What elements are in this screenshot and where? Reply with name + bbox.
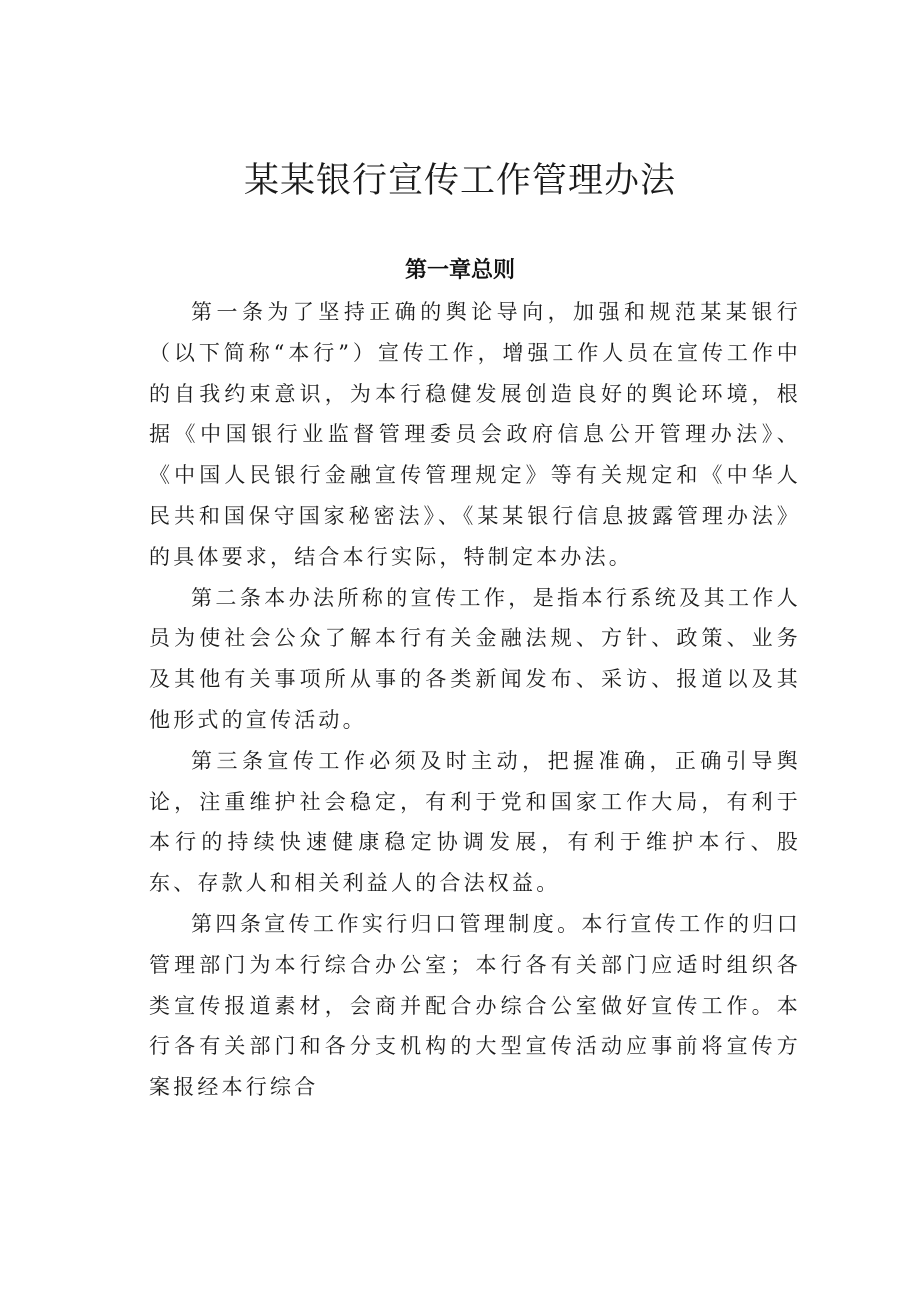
article-4-paragraph: 第四条宣传工作实行归口管理制度。本行宣传工作的归口管理部门为本行综合办公室；本行各有关部门应适时组织各类宣传报道素材，会商并配合办综合公室做好宣传工作。本行各有关部门和各分支机构的大型宣传活动应事前将宣传方案报经本行综合 [149, 911, 801, 1100]
chapter-heading: 第一章总则 [404, 258, 515, 283]
document-title: 某某银行宣传工作管理办法 [243, 161, 676, 201]
article-3-paragraph: 第三条宣传工作必须及时主动，把握准确，正确引导舆论，注重维护社会稳定，有利于党和国家工作大局，有利于本行的持续快速健康稳定协调发展，有利于维护本行、股东、存款人和相关利益人的合法权益。 [149, 748, 801, 896]
article-2-paragraph: 第二条本办法所称的宣传工作，是指本行系统及其工作人员为使社会公众了解本行有关金融法规、方针、政策、业务及其他有关事项所从事的各类新闻发布、采访、报道以及其他形式的宣传活动。 [149, 585, 801, 732]
document-body [149, 292, 801, 1108]
article-1-paragraph: 第一条为了坚持正确的舆论导向，加强和规范某某银行（以下简称“本行”）宣传工作，增强工作人员在宣传工作中的自我约束意识，为本行稳健发展创造良好的舆论环境，根据《中国银行业监督管理委员会政府信息公开管理办法》、《中国人民银行金融宣传管理规定》等有关规定和《中华人民共和国保守国家秘密法》、《某某银行信息披露管理办法》的具体要求，结合本行实际，特制定本办法。 [149, 300, 801, 569]
